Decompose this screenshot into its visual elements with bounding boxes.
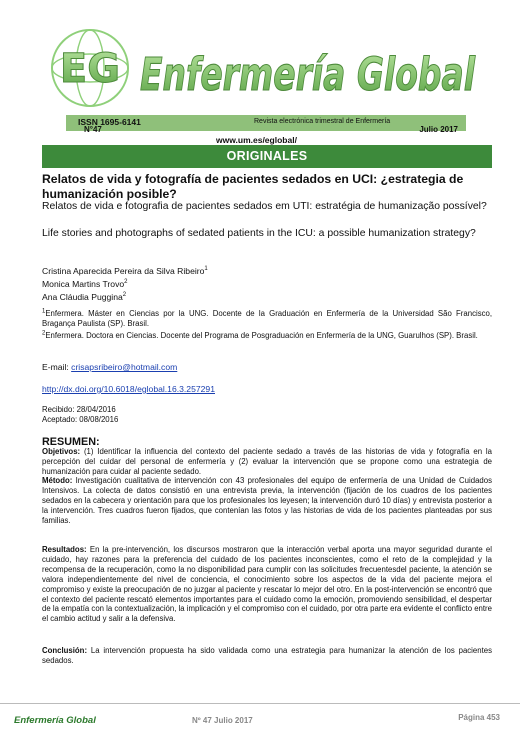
received-date: Recibido: 28/04/2016 [42,405,116,414]
author: Monica Martins Trovo$^2$ [42,279,128,289]
email-line: E-mail: crisapsribeiro@hotmail.com [42,362,178,372]
abstract-method: Método: Investigación cualitativa de intervención con 43 profesionales del equipo de enfermería de una Unidad de Cuidados Intensivos. La colecta de datos consistió en una entrevista previa, la intervención (fijación de los cuadros de los pacientes sedados en la cabecera y orientación para que los profesionales los leyesen; la intervención duró 10 días) y entrevista posterior a la intervención. Tres cuadros fueron fijados, que contenían las fotos y las historias de vida de los pacientes planteadas por sus familias. [42,476,492,525]
journal-subtitle: Revista electrónica trimestral de Enfermería [254,118,391,125]
footer-journal: Enfermería Global [14,715,96,726]
abstract-heading: RESUMEN: [42,436,100,448]
title-es: Relatos de vida y fotografía de pacientes sedados en UCI: ¿estrategia de humanización posible? [42,172,464,201]
email-link[interactable]: crisapsribeiro@hotmail.com [71,362,178,372]
abstract-results: Resultados: En la pre-intervención, los discursos mostraron que la interacción verbal aporta una mayor seguridad durante el cuidado, hay razones para la preferencia del cuidado de los pacientes inconscientes, como el reto de la complejidad y la recompensa de la recuperación, como la no disponibilidad para cumplir con las solicitudes frecuentesdel paciente, la atención se valora independientemente del nivel de conciencia, el conocimiento sobre los aspectos de la vida del paciente mejora el compromiso y existe la preocupación de no juzgar al paciente y rescatar lo mejor del otro. En la post-intervención se encontró que el contexto del paciente rescató elementos importantes para el cuidado como la emoción, promoviendo sensibilidad, el despertar de la empatía con la contextualización, la implicación y el compromiso con el cuidado, por otra parte era evidente el conflicto entre el cambio actitud y salir a la defensiva. [42,545,492,624]
section-banner: ORIGINALES [42,145,492,168]
affiliation: $^1$Enfermera. Máster en Ciencias por la UNG. Docente de la Graduación en Enfermería de la Universidad São Francisco, Bragança Paulista (SP). Brasil. [42,308,492,328]
issn: ISSN 1695-6141 [78,117,141,127]
journal-url: www.um.es/eglobal/ [216,135,297,145]
logo-initials: EG [59,46,121,92]
title-en: Life stories and photographs of sedated patients in the ICU: a possible humanization strategy? [42,228,476,239]
affiliation: $^2$Enfermera. Doctora en Ciencias. Docente del Programa de Posgraduación en Enfermería de la UNG, Guarulhos (SP). Brasil. [42,330,478,340]
title-pt: Relatos de vida e fotografia de pacientes sedados em UTI: estratégia de humanização possível? [42,201,487,212]
author: Cristina Aparecida Pereira da Silva Ribeiro$^1$ [42,266,208,276]
footer-issue: Nº 47 Julio 2017 [192,716,253,725]
journal-logo [40,16,480,116]
issue-date: Julio 2017 [419,125,458,134]
abstract-objectives: Objetivos: (1) Identificar la influencia del contexto del paciente sedado a través de las historias de vida y fotografía en la percepción del cuidar del personal de enfermería y (2) evaluar la intervención que se propone como una estrategia de humanización para cuidar al paciente sedado. [42,447,492,476]
logo-title: Enfermería Global [140,48,476,101]
accepted-date: Aceptado: 08/08/2016 [42,415,119,424]
doi-link[interactable]: http://dx.doi.org/10.6018/eglobal.16.3.257291 [42,384,215,394]
doi-line [42,384,492,394]
abstract-conclusion: Conclusión: La intervención propuesta ha sido validada como una estrategia para humanizar la atención de los pacientes sedados. [42,646,492,665]
page-number: Página 453 [458,713,500,722]
footer-rule [0,703,520,704]
issue-number: N°47 [84,125,102,134]
author: Ana Cláudia Puggina$^2$ [42,292,127,302]
